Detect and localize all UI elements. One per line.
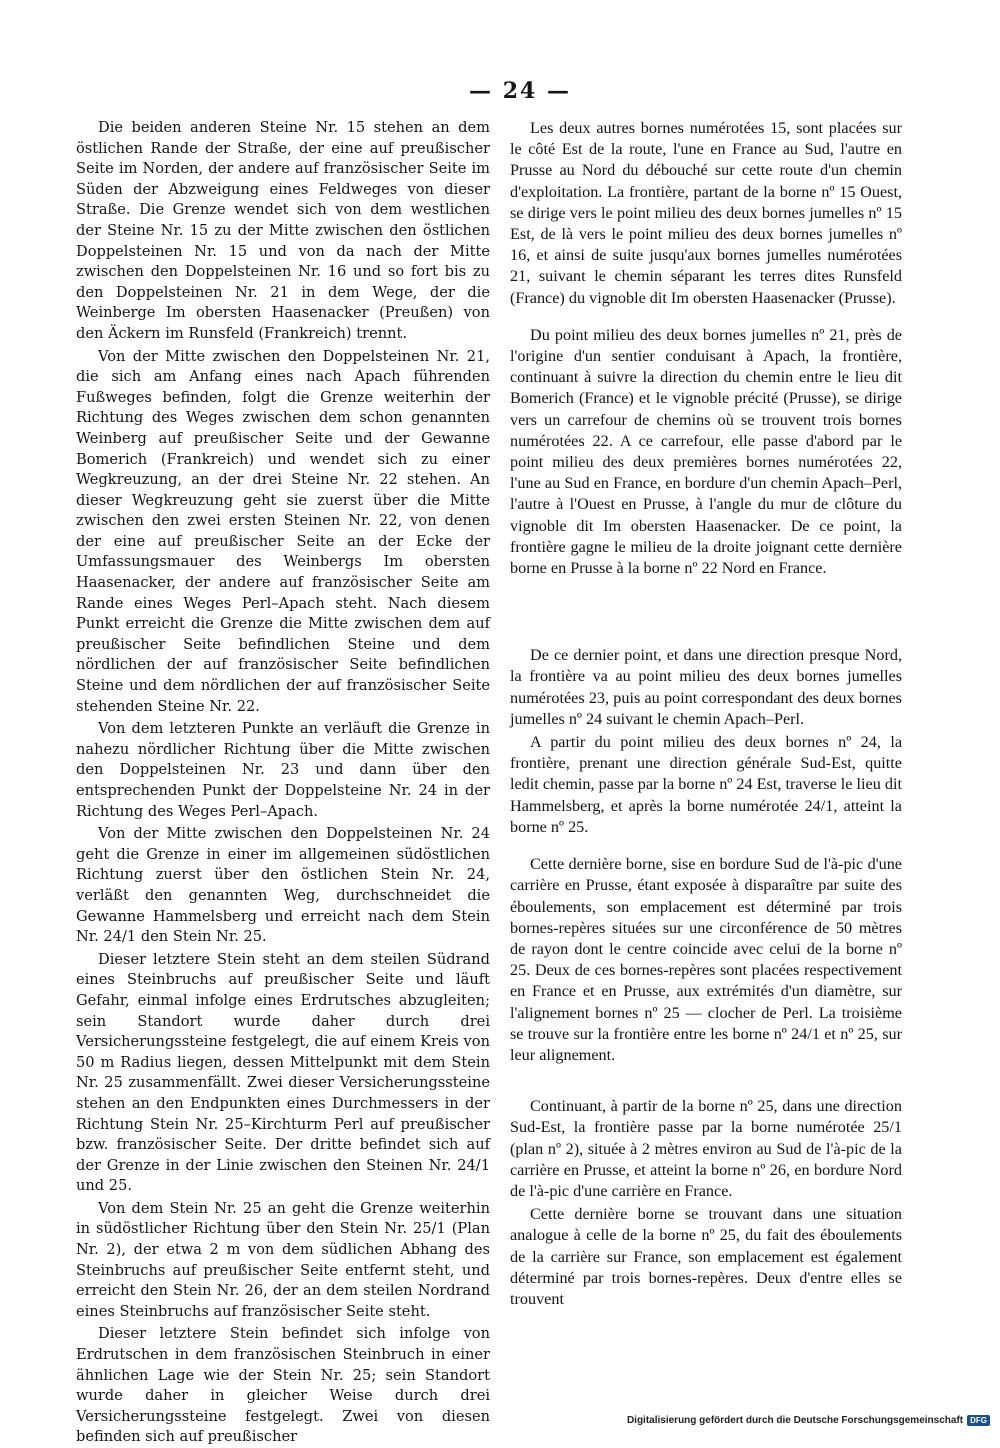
french-column [510,118,902,1310]
german-paragraph-1: Die beiden anderen Steine Nr. 15 stehen an dem östlichen Rande der Straße, der eine auf preußischer Seite im Norden, der andere auf französischer Seite im Süden der Abzweigung eines Feldweges von dieser Straße. Die Grenze wendet sich von dem westlichen der Steine Nr. 15 zu der Mitte zwischen den östlichen Doppelsteinen Nr. 15 und von da nach der Mitte zwischen den Doppelsteinen Nr. 16 und so fort bis zu den Doppelsteinen Nr. 21 in dem Wege, der die Weinberge Im obersten Haasenacker (Preußen) von den Äckern im Runsfeld (Frankreich) trennt. [76,119,490,342]
page-number: — 24 — [469,78,571,104]
dfg-logo: DFG [967,1415,990,1426]
french-paragraph-2: Du point milieu des deux bornes jumelles nº 21, près de l'origine d'un sentier conduisant à Apach, la frontière, continuant à suivre la direction du chemin entre le lieu dit Bomerich (France) et le vignoble précité (Prusse), se dirige vers un carrefour de chemins où se trouvent trois bornes numérotées 22. A ce carrefour, elle passe d'abord par le point milieu des deux premières bornes numérotées 22, l'une au Sud en France, en bordure d'un chemin Apach–Perl, l'autre à l'Ouest en Prusse, à l'angle du mur de clôture du vignoble dit Im obersten Haasenacker. De ce point, la frontière gagne le milieu de la droite joignant cette dernière borne en Prusse à la borne nº 22 Nord en France. [510,325,902,578]
german-column [76,118,490,1448]
french-paragraph-1: Les deux autres bornes numérotées 15, sont placées sur le côté Est de la route, l'une en France au Sud, l'autre en Prusse au Nord du débouché sur cette route d'un chemin d'exploitation. La frontière, partant de la borne nº 15 Ouest, se dirige vers le point milieu des deux bornes jumelles nº 15 Est, de là vers le point milieu des deux bornes jumelles nº 16, et ainsi de suite jusqu'aux bornes jumelles numérotées 21, suivant le chemin séparant les terres dites Runsfeld (France) du vignoble dit Im obersten Haasenacker (Prusse). [510,119,902,307]
german-paragraph-3: Von dem letzteren Punkte an verläuft die Grenze in nahezu nördlicher Richtung über die Mitte zwischen den Doppelsteinen Nr. 23 und dann über den entsprechenden Punkt der Doppelsteine Nr. 24 in der Richtung des Weges Perl–Apach. [76,720,490,820]
french-paragraph-6: Continuant, à partir de la borne nº 25, dans une direction Sud-Est, la frontière passe par la borne numérotée 25/1 (plan nº 2), située à 2 mètres environ au Sud de l'à-pic de la carrière en Prusse, et atteint la borne nº 26, en bordure Nord de l'à-pic d'une carrière en France. [510,1097,902,1200]
french-paragraph-7: Cette dernière borne se trouvant dans une situation analogue à celle de la borne nº 25, du fait des éboulements de la carrière sur France, son emplacement est également déterminé par trois bornes-repères. Deux d'entre elles se trouvent [510,1205,902,1308]
digitization-credit [627,1415,990,1426]
french-paragraph-3: De ce dernier point, et dans une direction presque Nord, la frontière va au point milieu des deux bornes jumelles numérotées 23, puis au point correspondant des deux bornes jumelles nº 24 suivant le chemin Apach–Perl. [510,646,902,728]
german-paragraph-2: Von der Mitte zwischen den Doppelsteinen Nr. 21, die sich am Anfang eines nach Apach führenden Fußweges befinden, folgt die Grenze weiterhin der Richtung des Weges zwischen dem schon genannten Weinberg auf preußischer Seite und der Gewanne Bomerich (Frankreich) und wendet sich zu einer Wegkreuzung, an der drei Steine Nr. 22 stehen. An dieser Wegkreuzung geht sie zuerst über die Mitte zwischen den zwei ersten Steinen Nr. 22, von denen der eine auf preußischer Seite an der Ecke der Umfassungsmauer des Weinbergs Im obersten Haasenacker, der andere auf französischer Seite am Rande eines Weges Perl–Apach steht. Nach diesem Punkt erreicht die Grenze die Mitte zwischen dem auf preußischer Seite befindlichen Steine und dem nördlichen der auf französischer Seite befindlichen Steine und dem nördlichen der auf französischer Seite stehenden Steine Nr. 22. [76,347,490,715]
french-paragraph-5: Cette dernière borne, sise en bordure Sud de l'à-pic d'une carrière en Prusse, étant exposée à disparaître par suite des éboulements, son emplacement est déterminé par trois bornes-repères situées sur une circonférence de 50 mètres de rayon dont le centre coincide avec celui de la borne nº 25. Deux de ces bornes-repères sont placées respectivement en France et en Prusse, aux extrémités d'un diamètre, sur l'alignement bornes nº 25 — clocher de Perl. La troisième se trouve sur la frontière entre les borne nº 24/1 et nº 25, sur leur alignement. [510,855,902,1064]
german-paragraph-5: Dieser letztere Stein steht an dem steilen Südrand eines Steinbruchs auf preußischer Seite und läuft Gefahr, einmal infolge eines Erdrutsches abzugleiten; sein Standort wurde daher durch drei Versicherungssteine festgelegt, die auf einem Kreis von 50 m Radius liegen, dessen Mittelpunkt mit dem Stein Nr. 25 zusammenfällt. Zwei dieser Versicherungssteine stehen an den Endpunkten eines Durchmessers in der Richtung Stein Nr. 25–Kirchturm Perl auf preußischer bzw. französischer Seite. Der dritte befindet sich auf der Grenze in der Linie zwischen den Steinen Nr. 24/1 und 25. [76,950,490,1195]
credit-text: Digitalisierung gefördert durch die Deutsche Forschungsgemeinschaft [626,1415,964,1426]
french-paragraph-4: A partir du point milieu des deux bornes nº 24, la frontière, prenant une direction générale Sud-Est, quitte ledit chemin, passe par la borne nº 24 Est, traverse le lieu dit Hammelsberg, et après la borne numérotée 24/1, atteint la borne nº 25. [510,733,902,836]
german-paragraph-6: Von dem Stein Nr. 25 an geht die Grenze weiterhin in südöstlicher Richtung über den Stein Nr. 25/1 (Plan Nr. 2), der etwa 2 m von dem südlichen Abhang des Steinbruchs auf preußischer Seite entfernt steht, und erreicht den Stein Nr. 26, der an dem steilen Nordrand eines Steinbruchs auf französischer Seite steht. [76,1199,490,1320]
german-paragraph-7: Dieser letztere Stein befindet sich infolge von Erdrutschen in dem französischen Steinbruch in einer ähnlichen Lage wie der Stein Nr. 25; sein Standort wurde daher in gleicher Weise durch drei Versicherungssteine festgelegt. Zwei von diesen befinden sich auf preußischer [76,1325,490,1446]
german-paragraph-4: Von der Mitte zwischen den Doppelsteinen Nr. 24 geht die Grenze in einer im allgemeinen südöstlichen Richtung zuerst über den östlichen Stein Nr. 24, verläßt den genannten Weg, durchschneidet die Gewanne Hammelsberg und erreicht nach dem Stein Nr. 24/1 den Stein Nr. 25. [76,825,490,946]
